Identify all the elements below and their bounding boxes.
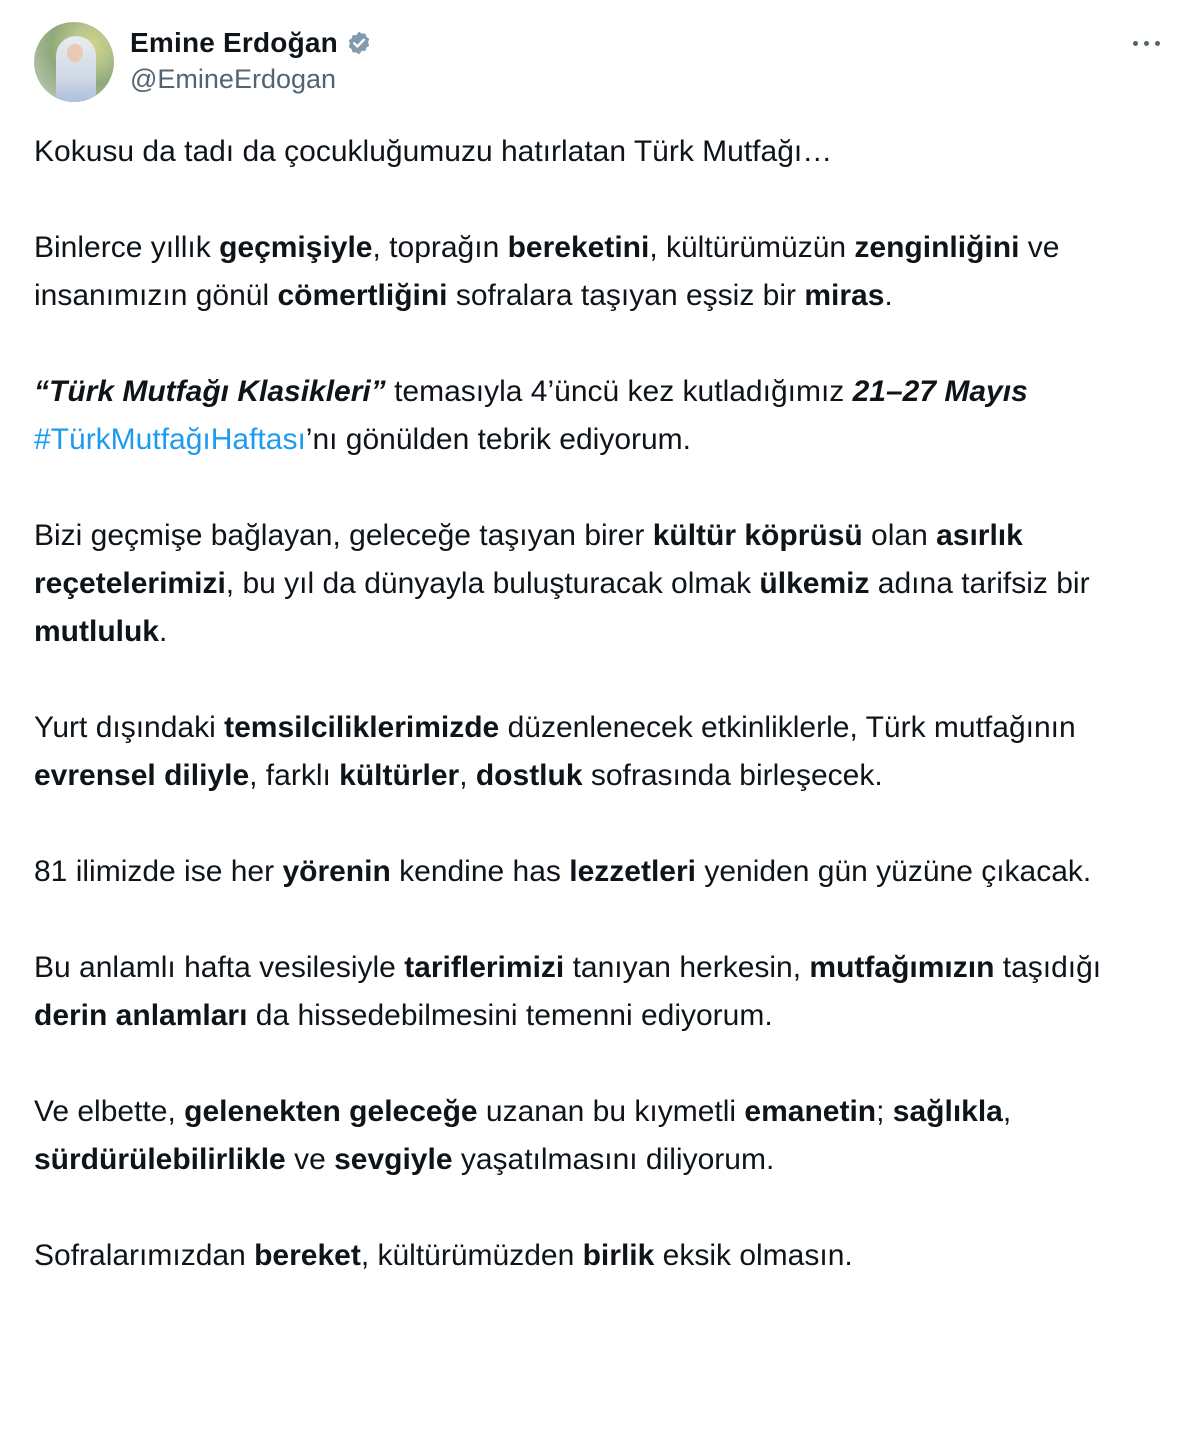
- bold-italic-text: 21–27 Mayıs: [852, 375, 1028, 408]
- bold-text: ülkemiz: [759, 567, 870, 600]
- bold-text: mutluluk: [34, 615, 159, 648]
- bold-text: bereket: [254, 1239, 361, 1272]
- text-segment: Ve elbette,: [34, 1095, 185, 1128]
- author-name[interactable]: Emine Erdoğan: [130, 27, 338, 58]
- tweet-paragraph: [34, 848, 1174, 896]
- text-segment: eksik olmasın.: [654, 1239, 853, 1272]
- text-segment: Yurt dışındaki: [34, 711, 225, 744]
- text-segment: kendine has: [390, 855, 570, 888]
- tweet-paragraph: [34, 1088, 1174, 1184]
- bold-text: sevgiyle: [334, 1143, 453, 1176]
- bold-text: geçmişiyle: [219, 231, 373, 264]
- bold-text: miras: [804, 279, 885, 312]
- author-handle[interactable]: @EmineErdogan: [130, 64, 337, 94]
- text-segment: ;: [876, 1095, 893, 1128]
- text-segment: temasıyla 4’üncü kez kutladığımız: [385, 375, 853, 408]
- text-segment: Sofralarımızdan: [34, 1239, 255, 1272]
- text-segment: , toprağın: [372, 231, 508, 264]
- verified-badge-icon: [346, 30, 372, 56]
- bold-text: asırlık reçetelerimizi: [34, 519, 1023, 600]
- text-segment: yeniden gün yüzüne çıkacak.: [696, 855, 1092, 888]
- avatar-face: [67, 44, 83, 62]
- bold-text: mutfağımızın: [809, 951, 995, 984]
- hashtag-link[interactable]: #TürkMutfağıHaftası: [34, 423, 306, 456]
- text-segment: ,: [459, 759, 476, 792]
- text-segment: olan: [862, 519, 937, 552]
- more-dot: [1133, 41, 1138, 46]
- bold-text: sağlıkla: [892, 1095, 1003, 1128]
- text-segment: , kültürümüzün: [649, 231, 855, 264]
- tweet-paragraph: [34, 1232, 1174, 1280]
- text-segment: sofrasında birleşecek.: [582, 759, 883, 792]
- text-segment: da hissedebilmesini temenni ediyorum.: [247, 999, 773, 1032]
- tweet-paragraph: [34, 944, 1174, 1040]
- text-segment: Kokusu da tadı da çocukluğumuzu hatırlatan Türk Mutfağı…: [34, 135, 833, 168]
- text-segment: Bu anlamlı hafta vesilesiyle: [34, 951, 405, 984]
- text-segment: .: [159, 615, 168, 648]
- bold-text: evrensel diliyle: [34, 759, 250, 792]
- bold-text: lezzetleri: [569, 855, 696, 888]
- text-segment: sofralara taşıyan eşsiz bir: [447, 279, 805, 312]
- text-segment: uzanan bu kıymetli: [477, 1095, 745, 1128]
- text-segment: 81 ilimizde ise her: [34, 855, 283, 888]
- text-segment: yaşatılmasını diliyorum.: [452, 1143, 775, 1176]
- bold-text: cömertliğini: [277, 279, 448, 312]
- tweet-text: [34, 128, 1174, 1328]
- text-segment: , bu yıl da dünyayla buluşturacak olmak: [225, 567, 760, 600]
- bold-text: kültür köprüsü: [652, 519, 863, 552]
- text-segment: düzenlenecek etkinliklerle, Türk mutfağının: [499, 711, 1076, 744]
- bold-text: dostluk: [475, 759, 583, 792]
- text-segment: ve: [285, 1143, 335, 1176]
- text-segment: ’nı gönülden tebrik ediyorum.: [305, 423, 692, 456]
- bold-text: bereketini: [507, 231, 650, 264]
- tweet-paragraph: [34, 704, 1174, 800]
- tweet-paragraph: [34, 128, 1174, 176]
- text-segment: .: [884, 279, 893, 312]
- author-name-row: [130, 24, 372, 62]
- text-segment: taşıdığı: [994, 951, 1102, 984]
- tweet-header: [34, 22, 1170, 104]
- more-dot: [1155, 41, 1160, 46]
- tweet-paragraph: [34, 224, 1174, 320]
- bold-italic-text: “Türk Mutfağı Klasikleri”: [34, 375, 386, 408]
- text-segment: Bizi geçmişe bağlayan, geleceğe taşıyan birer: [34, 519, 653, 552]
- text-segment: ve insanımızın gönül: [34, 231, 1060, 312]
- text-segment: Binlerce yıllık: [34, 231, 220, 264]
- bold-text: derin anlamları: [34, 999, 248, 1032]
- bold-text: kültürler: [339, 759, 460, 792]
- author-info: [130, 24, 372, 95]
- more-dot: [1144, 41, 1149, 46]
- text-segment: ,: [1002, 1095, 1012, 1128]
- text-segment: , farklı: [249, 759, 340, 792]
- bold-text: temsilciliklerimizde: [224, 711, 500, 744]
- bold-text: tariflerimizi: [404, 951, 565, 984]
- bold-text: yörenin: [282, 855, 391, 888]
- bold-text: sürdürülebilirlikle: [34, 1143, 286, 1176]
- bold-text: birlik: [582, 1239, 655, 1272]
- tweet-paragraph: [34, 512, 1174, 656]
- text-segment: , kültürümüzden: [360, 1239, 583, 1272]
- text-segment: adına tarifsiz bir: [869, 567, 1090, 600]
- more-options-icon[interactable]: [1126, 30, 1166, 56]
- text-segment: tanıyan herkesin,: [564, 951, 810, 984]
- bold-text: zenginliğini: [854, 231, 1020, 264]
- tweet-paragraph: [34, 368, 1174, 464]
- bold-text: emanetin: [744, 1095, 877, 1128]
- avatar[interactable]: [34, 22, 114, 102]
- bold-text: gelenekten geleceğe: [184, 1095, 478, 1128]
